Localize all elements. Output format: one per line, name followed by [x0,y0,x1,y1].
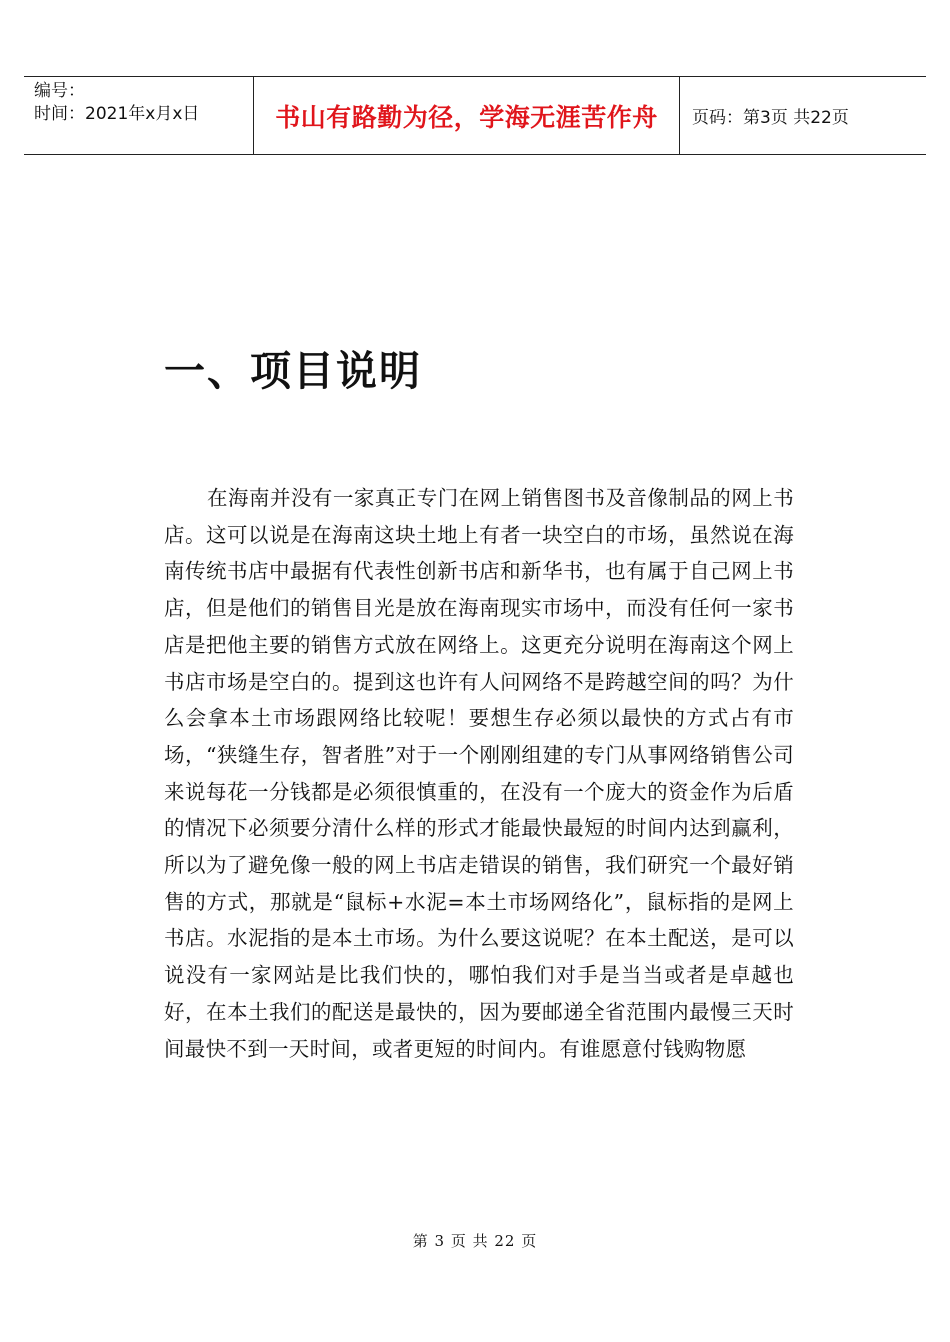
document-time-label: 时间：2021年x月x日 [34,104,200,124]
section-title: 一、项目说明 [164,347,422,395]
page-header [24,76,926,155]
body-paragraph: 在海南并没有一家真正专门在网上销售图书及音像制品的网上书店。这可以说是在海南这块土地上有者一块空白的市场，虽然说在海南传统书店中最据有代表性创新书店和新华书，也有属于自己网上书店，但是他们的销售目光是放在海南现实市场中，而没有任何一家书店是把他主要的销售方式放在网络上。这更充分说明在海南这个网上书店市场是空白的。提到这也许有人问网络不是跨越空间的吗？为什么会拿本土市场跟网络比较呢！要想生存必须以最快的方式占有市场，“狭缝生存，智者胜”对于一个刚刚组建的专门从事网络销售公司来说每花一分钱都是必须很慎重的，在没有一个庞大的资金作为后盾的情况下必须要分清什么样的形式才能最快最短的时间内达到赢利，所以为了避免像一般的网上书店走错误的销售，我们研究一个最好销售的方式，那就是“鼠标+水泥=本土市场网络化”，鼠标指的是网上书店。水泥指的是本土市场。为什么要这说呢？在本土配送，是可以说没有一家网站是比我们快的，哪怕我们对手是当当或者是卓越也好，在本土我们的配送是最快的，因为要邮递全省范围内最慢三天时间最快不到一天时间，或者更短的时间内。有谁愿意付钱购物愿 [164,486,794,1061]
document-number-label: 编号： [34,81,85,101]
page-footer: 第 3 页 共 22 页 [412,1232,538,1250]
header-motto: 书山有路勤为径，学海无涯苦作舟 [254,77,680,154]
header-page-info: 页码：第3页 共22页 [692,108,849,128]
header-meta [24,77,254,154]
